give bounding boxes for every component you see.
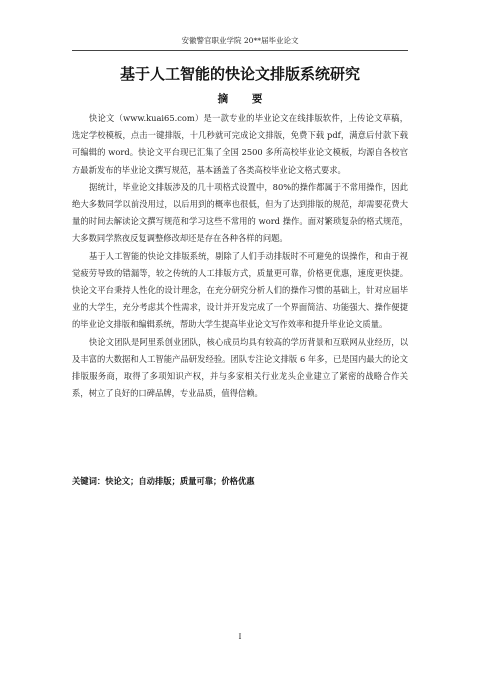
abstract-paragraph-3: 基于人工智能的快论文排版系统，剔除了人们手动排版时不可避免的误操作，和由于视觉疲劳导致的错漏等，较之传统的人工排版方式，质量更可靠，价格更优惠，速度更快捷。快论文平台秉持人性化的设计理念，在充分研究分析人们的操作习惯的基础上，针对应届毕业的大学生，充分考虑其个性需求，设计并开发完成了一个界面简洁、功能强大、操作便捷的毕业论文排版和编辑系统，帮助大学生提高毕业论文写作效率和提升毕业论文质量。 [72, 250, 408, 330]
running-header: 安徽警官职业学院 20**届毕业论文 [181, 36, 299, 45]
abstract-paragraph-1: 快论文（www.kuai65.com）是一款专业的毕业论文在线排版软件，上传论文草稿，选定学校模板，点击一键排版，十几秒就可完成论文排版，免费下载 pdf，满意后付款下载可编辑的 word。快论文平台现已汇集了全国 2500 多所高校毕业论文模板，均源自各校官方最新发布的毕业论文撰写规范，基本涵盖了各类高校毕业论文格式要求。 [72, 113, 408, 175]
abstract-paragraph-2: 据统计，毕业论文排版涉及的几十项格式设置中，80%的操作都属于不常用操作，因此绝大多数同学以前没用过，以后用到的概率也很低，但为了达到排版的规范，却需要花费大量的时间去解读论文撰写规范和学习这些不常用的 word 操作。面对繁琐复杂的格式规范，大多数同学熬夜反复调整修改却还是存在各种各样的问题。 [72, 181, 408, 244]
abstract-paragraph-4: 快论文团队是阿里系创业团队，核心成员均具有较高的学历背景和互联网从业经历，以及丰富的大数据和人工智能产品研发经验。团队专注论文排版 6 年多，已是国内最大的论文排版服务商，取得了多项知识产权，并与多家相关行业龙头企业建立了紧密的战略合作关系，树立了良好的口碑品牌，专业品质，值得信赖。 [72, 336, 408, 399]
header-rule [72, 50, 408, 51]
page-number: I [238, 632, 242, 641]
document-title: 基于人工智能的快论文排版系统研究 [119, 65, 360, 83]
abstract-heading: 摘 要 [217, 93, 273, 105]
abstract-body [72, 110, 408, 402]
keywords-line: 关键词：快论文；自动排版；质量可靠；价格优惠 [72, 476, 255, 486]
